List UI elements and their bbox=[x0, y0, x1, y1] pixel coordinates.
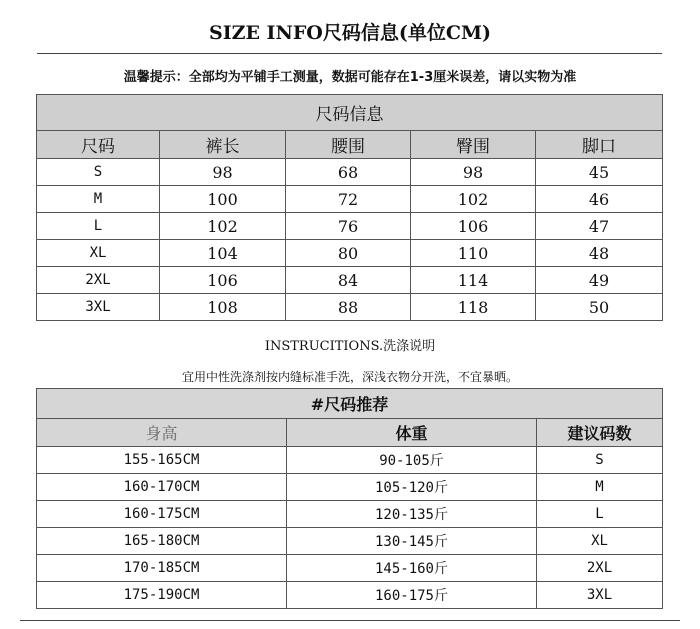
table-cell: M bbox=[37, 186, 160, 213]
table-row bbox=[37, 474, 663, 501]
table-cell: XL bbox=[537, 528, 663, 555]
size-table-caption-row bbox=[37, 95, 663, 131]
table-cell: 110 bbox=[411, 240, 536, 267]
column-header-size: 尺码 bbox=[37, 131, 160, 159]
table-row bbox=[37, 213, 663, 240]
table-cell: 98 bbox=[160, 159, 286, 186]
table-row bbox=[37, 240, 663, 267]
table-cell: 80 bbox=[286, 240, 411, 267]
washing-instructions-title: INSTRUCITIONS.洗涤说明 bbox=[264, 339, 436, 354]
column-header-leg-opening: 脚口 bbox=[536, 131, 663, 159]
recommend-table-caption: #尺码推荐 bbox=[37, 389, 663, 419]
table-cell: 47 bbox=[536, 213, 663, 240]
table-cell: 45 bbox=[536, 159, 663, 186]
table-row bbox=[37, 159, 663, 186]
table-cell: 76 bbox=[286, 213, 411, 240]
table-cell: L bbox=[37, 213, 160, 240]
table-cell: 100 bbox=[160, 186, 286, 213]
table-cell: 102 bbox=[411, 186, 536, 213]
table-cell: S bbox=[37, 159, 160, 186]
table-row bbox=[37, 447, 663, 474]
table-cell: 2XL bbox=[537, 555, 663, 582]
table-cell: 90-105斤 bbox=[287, 447, 537, 474]
table-cell: 120-135斤 bbox=[287, 501, 537, 528]
table-cell: 160-175斤 bbox=[287, 582, 537, 609]
table-row bbox=[37, 294, 663, 321]
table-cell: L bbox=[537, 501, 663, 528]
column-header-height: 身高 bbox=[37, 419, 287, 447]
table-row bbox=[37, 267, 663, 294]
table-cell: 98 bbox=[411, 159, 536, 186]
table-cell: 145-160斤 bbox=[287, 555, 537, 582]
table-cell: 84 bbox=[286, 267, 411, 294]
table-cell: 118 bbox=[411, 294, 536, 321]
table-cell: 114 bbox=[411, 267, 536, 294]
size-table-caption: 尺码信息 bbox=[37, 95, 663, 131]
table-cell: 46 bbox=[536, 186, 663, 213]
table-cell: 2XL bbox=[37, 267, 160, 294]
page-title: SIZE INFO尺码信息(单位CM) bbox=[208, 22, 491, 44]
size-recommendation-table bbox=[36, 388, 663, 609]
size-table-header-row bbox=[37, 131, 663, 159]
bottom-divider bbox=[20, 620, 680, 621]
measurement-notice: 温馨提示：全部均为平铺手工测量，数据可能存在1-3厘米误差，请以实物为准 bbox=[123, 70, 577, 85]
table-cell: 102 bbox=[160, 213, 286, 240]
title-divider bbox=[37, 53, 662, 54]
table-row bbox=[37, 555, 663, 582]
table-cell: 106 bbox=[160, 267, 286, 294]
table-cell: 170-185CM bbox=[37, 555, 287, 582]
table-row bbox=[37, 186, 663, 213]
table-cell: 88 bbox=[286, 294, 411, 321]
washing-instructions-text: 宜用中性洗涤剂按内缝标准手洗，深浅衣物分开洗，不宜暴晒。 bbox=[181, 370, 518, 384]
table-cell: 72 bbox=[286, 186, 411, 213]
table-cell: 68 bbox=[286, 159, 411, 186]
table-cell: 155-165CM bbox=[37, 447, 287, 474]
table-cell: 165-180CM bbox=[37, 528, 287, 555]
table-cell: 3XL bbox=[537, 582, 663, 609]
table-cell: 3XL bbox=[37, 294, 160, 321]
size-info-table bbox=[36, 94, 663, 321]
table-cell: 108 bbox=[160, 294, 286, 321]
table-cell: S bbox=[537, 447, 663, 474]
table-cell: M bbox=[537, 474, 663, 501]
table-cell: XL bbox=[37, 240, 160, 267]
table-cell: 106 bbox=[411, 213, 536, 240]
table-cell: 104 bbox=[160, 240, 286, 267]
column-header-suggested-size: 建议码数 bbox=[537, 419, 663, 447]
column-header-weight: 体重 bbox=[287, 419, 537, 447]
table-row bbox=[37, 582, 663, 609]
table-row bbox=[37, 501, 663, 528]
table-cell: 50 bbox=[536, 294, 663, 321]
column-header-hip: 臀围 bbox=[411, 131, 536, 159]
column-header-pants-length: 裤长 bbox=[160, 131, 286, 159]
recommend-table-header-row bbox=[37, 419, 663, 447]
table-cell: 130-145斤 bbox=[287, 528, 537, 555]
column-header-waist: 腰围 bbox=[286, 131, 411, 159]
table-row bbox=[37, 528, 663, 555]
table-cell: 49 bbox=[536, 267, 663, 294]
table-cell: 160-170CM bbox=[37, 474, 287, 501]
table-cell: 160-175CM bbox=[37, 501, 287, 528]
recommend-table-caption-row bbox=[37, 389, 663, 419]
table-cell: 105-120斤 bbox=[287, 474, 537, 501]
table-cell: 48 bbox=[536, 240, 663, 267]
table-cell: 175-190CM bbox=[37, 582, 287, 609]
